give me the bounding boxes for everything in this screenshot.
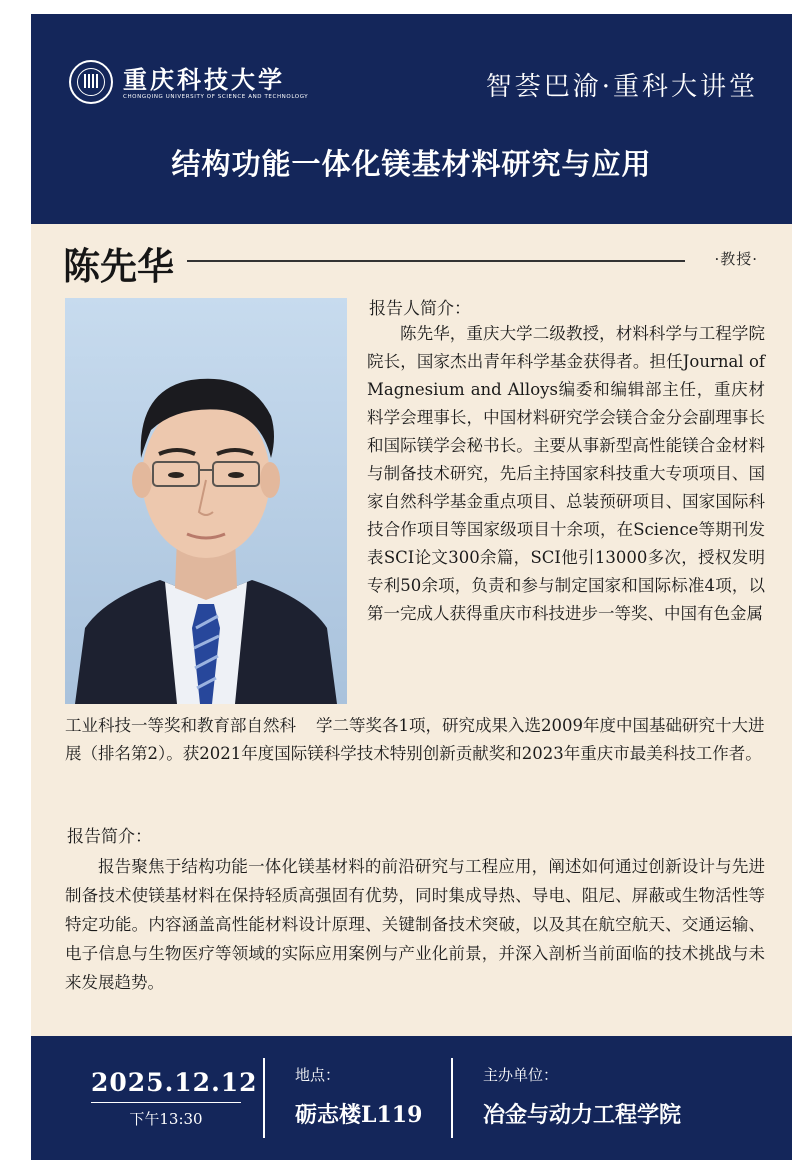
speaker-rank: ·教授· — [714, 250, 758, 268]
speaker-portrait-illustration — [65, 298, 347, 704]
footer-divider — [451, 1058, 453, 1138]
lecture-time: 下午13:30 — [129, 1110, 203, 1128]
speaker-bio-text: 陈先华，重庆大学二级教授，材料科学与工程学院院长，国家杰出青年科学基金获得者。担任Journal of Magnesium and Alloys编委和编辑部主任，重庆材料学会理事长，中国材料研究学会镁合金分会副理事长和国际镁学会秘书长。主要从事新型高性能镁合金材料与制备技术研究，先后主持国家科技重大专项项目、国家自然科学基金重点项目、总装预研项目、国家国际科技合作项目等国家级项目十余项，在Science等期刊发表SCI论文300余篇，SCI他引13000多次，授权发明专利50余项，负责和参与制定国家和国际标准4项，以第一完成人获得重庆市科技进步一等奖、中国有色金属 — [367, 324, 765, 623]
poster-header — [31, 14, 792, 224]
abstract-text: 报告聚焦于结构功能一体化镁基材料的前沿研究与工程应用，阐述如何通过创新设计与先进制备技术使镁基材料在保持轻质高强固有优势，同时集成导热、导电、阻尼、屏蔽或生物活性等特定功能。内容涵盖高性能材料设计原理、关键制备技术突破，以及其在航空航天、交通运输、电子信息与生物医疗等领域的实际应用案例与产业化前景，并深入剖析当前面临的技术挑战与未来发展趋势。 — [65, 857, 765, 992]
speaker-bio-line-right: 学二等奖各1项，研究成果入选2009年度中国基 — [316, 716, 666, 735]
university-seal-icon — [69, 60, 113, 104]
speaker-photo — [65, 298, 347, 704]
lecture-date: 2025.12.12 — [91, 1068, 258, 1097]
university-english-name: CHONGQING UNIVERSITY OF SCIENCE AND TECHNOLOGY — [123, 94, 309, 100]
date-underline — [91, 1102, 241, 1103]
lecture-title: 结构功能一体化镁基材料研究与应用 — [171, 147, 652, 181]
name-divider — [187, 260, 685, 262]
lecture-series-name: 智荟巴渝·重科大讲堂 — [485, 72, 758, 102]
location-label: 地点： — [295, 1066, 341, 1084]
speaker-bio-line-left: 工业科技一等奖和教育部自然科 — [65, 716, 296, 735]
lecture-location: 砺志楼L119 — [295, 1102, 423, 1128]
speaker-name: 陈先华 — [63, 245, 174, 288]
organizer-label: 主办单位： — [483, 1066, 559, 1084]
seal-building-icon — [84, 74, 98, 88]
university-name: 重庆科技大学 — [123, 65, 285, 94]
lecture-poster — [31, 14, 792, 1160]
footer-divider — [263, 1058, 265, 1138]
speaker-bio-continuation — [65, 712, 765, 768]
organizer-name: 冶金与动力工程学院 — [483, 1102, 682, 1128]
abstract-label: 报告简介： — [67, 827, 152, 847]
speaker-bio-line-rest: 础研究十大进展（排名第2）。获2021年度国际镁科学技术特别创新贡献奖和2023年重庆市最美科技工作者。 — [65, 716, 765, 763]
speaker-bio-label: 报告人简介： — [369, 299, 471, 319]
poster-footer — [31, 1036, 792, 1160]
